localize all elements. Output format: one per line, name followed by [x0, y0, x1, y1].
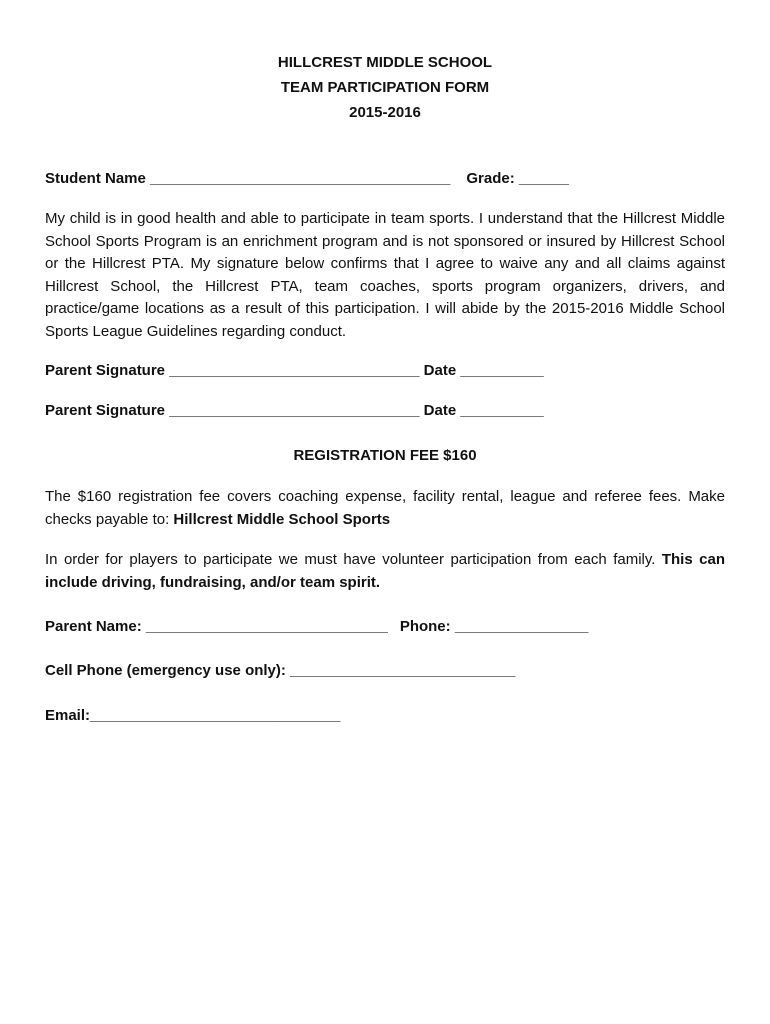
- parent-signature-label: Parent Signature: [45, 362, 170, 379]
- date-field[interactable]: __________: [460, 362, 544, 379]
- date-label: Date: [419, 362, 461, 379]
- phone-field[interactable]: ________________: [454, 618, 589, 635]
- phone-label: Phone:: [399, 618, 455, 635]
- date-label: Date: [419, 402, 461, 419]
- signature-line-2: [45, 400, 544, 422]
- parent-signature-label: Parent Signature: [45, 402, 170, 419]
- cell-phone-label: Cell Phone (emergency use only):: [45, 662, 291, 679]
- parent-name-line: [45, 616, 588, 638]
- volunteer-paragraph: [45, 549, 725, 594]
- parent-name-field[interactable]: _____________________________: [145, 618, 388, 635]
- volunteer-bold-text: This can include driving, fundraising, and/or team spirit.: [45, 551, 725, 591]
- registration-text: The $160 registration fee covers coaching expense, facility rental, league and referee fees. Make checks payable to:: [45, 488, 725, 528]
- date-field[interactable]: __________: [460, 402, 544, 419]
- parent-name-label: Parent Name:: [45, 618, 146, 635]
- form-title: TEAM PARTICIPATION FORM: [280, 79, 490, 96]
- student-line: [45, 168, 569, 190]
- email-label: Email:: [45, 707, 91, 724]
- grade-label: Grade:: [466, 170, 519, 187]
- registration-paragraph: [45, 486, 725, 531]
- email-line: [45, 705, 340, 727]
- school-year: 2015-2016: [349, 104, 421, 121]
- waiver-paragraph: My child is in good health and able to participate in team sports. I understand that the Hillcrest Middle School Sports Program is an enrichment program and is not sponsored or insured by Hillcrest School or the Hillcrest PTA. My signature below confirms that I agree to waive any and all claims against Hillcrest School, the Hillcrest PTA, team coaches, sports program organizers, drivers, and practice/game locations as a result of this participation. I will abide by the 2015-2016 Middle School Sports League Guidelines regarding conduct.: [45, 210, 725, 340]
- signature-line-1: [45, 360, 544, 382]
- student-name-label: Student Name: [45, 170, 151, 187]
- grade-field[interactable]: ______: [518, 170, 569, 187]
- student-name-field[interactable]: ____________________________________: [150, 170, 451, 187]
- cell-phone-line: [45, 660, 515, 682]
- email-field[interactable]: ______________________________: [90, 707, 341, 724]
- school-name: HILLCREST MIDDLE SCHOOL: [277, 54, 493, 71]
- registration-fee-heading: REGISTRATION FEE $160: [293, 447, 477, 464]
- parent-signature-field[interactable]: ______________________________: [169, 402, 420, 419]
- parent-signature-field[interactable]: ______________________________: [169, 362, 420, 379]
- payee-name: Hillcrest Middle School Sports: [173, 510, 391, 528]
- volunteer-text: In order for players to participate we must have volunteer participation from each family.: [45, 551, 662, 568]
- form-header: [0, 50, 770, 125]
- cell-phone-field[interactable]: ___________________________: [290, 662, 516, 679]
